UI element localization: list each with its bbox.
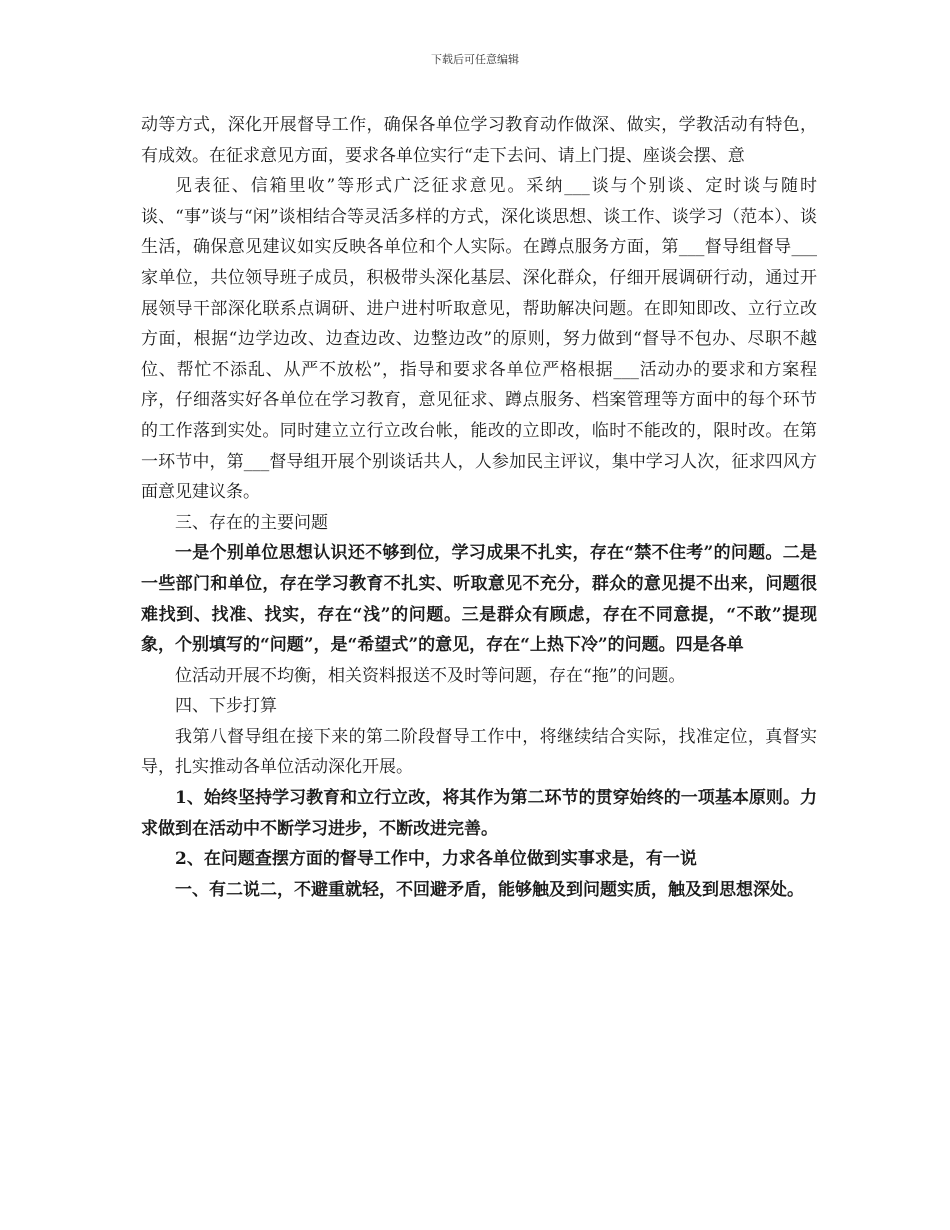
paragraph: 见表征、信箱里收”等形式广泛征求意见。采纳___谈与个别谈、定时谈与随时谈、“事”谈与“闲”谈相结合等灵活多样的方式，深化谈思想、谈工作、谈学习（范本）、谈生活，确保意见建议如实反映各单位和个人实际。在蹲点服务方面，第___督导组督导___家单位，共位领导班子成员，积极带头深化基层、深化群众，仔细开展调研行动，通过开展领导干部深化联系点调研、进户进村听取意见，帮助解决问题。在即知即改、立行立改方面，根据“边学边改、边查边改、边整边改”的原则，努力做到“督导不包办、尽职不越位、帮忙不添乱、从严不放松”，指导和要求各单位严格根据___活动办的要求和方案程序，仔细落实好各单位在学习教育，意见征求、蹲点服务、档案管理等方面中的每个环节的工作落到实处。同时建立立行立改台帐，能改的立即改，临时不能改的，限时改。在第一环节中，第___督导组开展个别谈话共人，人参加民主评议，集中学习人次，征求四风方面意见建议条。	[141, 176, 817, 503]
paragraph: 我第八督导组在接下来的第二阶段督导工作中，将继续结合实际，找准定位，真督实导，扎实推动各单位活动深化开展。	[141, 726, 817, 778]
paragraph: 2、在问题查摆方面的督导工作中，力求各单位做到实事求是，有一说	[175, 849, 697, 870]
paragraph: 位活动开展不均衡，相关资料报送不及时等问题，存在“拖”的问题。	[175, 665, 686, 686]
paragraph: 一是个别单位思想认识还不够到位，学习成果不扎实，存在“禁不住考”的问题。二是一些部门和单位，存在学习教育不扎实、听取意见不充分，群众的意见提不出来，问题很难找到、找准、找实，存在“浅”的问题。三是群众有顾虑，存在不同意提，“不敢”提现象，个别填写的“问题”，是“希望式”的意见，存在“上热下冷”的问题。四是各单	[141, 543, 817, 656]
paragraph: 1、始终坚持学习教育和立行立改，将其作为第二环节的贯穿始终的一项基本原则。力求做到在活动中不断学习进步，不断改进完善。	[141, 788, 817, 839]
paragraph: 一、有二说二，不避重就轻，不回避矛盾，能够触及到问题实质，触及到思想深处。	[175, 879, 804, 900]
section-heading: 四、下步打算	[175, 696, 277, 717]
section-heading: 三、存在的主要问题	[175, 512, 328, 533]
page-header: 下载后可任意编辑	[431, 53, 519, 66]
document-body	[141, 110, 817, 905]
paragraph: 动等方式，深化开展督导工作，确保各单位学习教育动作做深、做实，学教活动有特色，有成效。在征求意见方面，要求各单位实行“走下去问、请上门提、座谈会摆、意	[141, 115, 817, 166]
